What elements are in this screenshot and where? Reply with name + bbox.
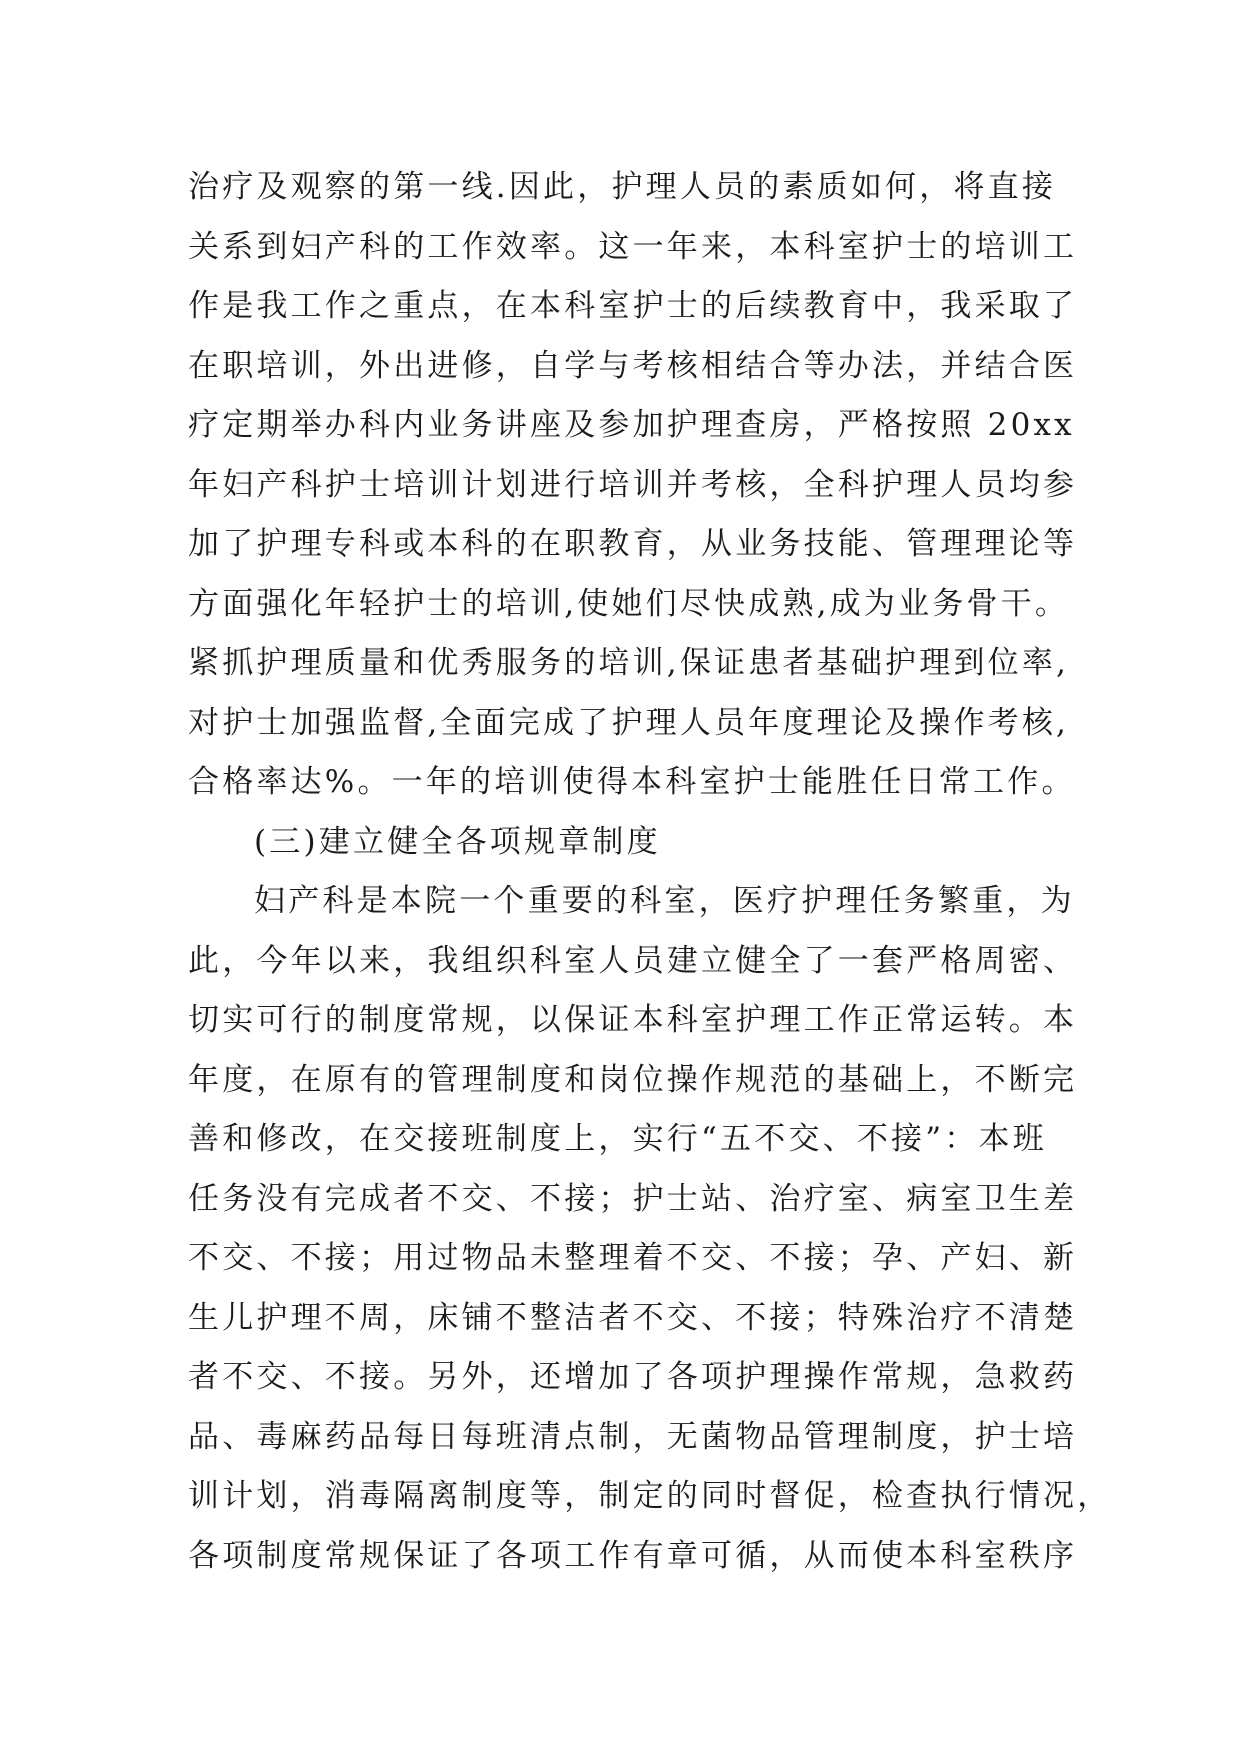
text-line: 在职培训，外出进修，自学与考核相结合等办法，并结合医 (188, 347, 1078, 384)
body-text (188, 158, 1112, 1586)
text-line: 任务没有完成者不交、不接；护士站、治疗室、病室卫生差 (188, 1180, 1078, 1217)
section-heading: (三)建立健全各项规章制度 (254, 823, 661, 860)
text-line: 方面强化年轻护士的培训,使她们尽快成熟,成为业务骨干。 (188, 585, 1070, 622)
text-line: 紧抓护理质量和优秀服务的培训,保证患者基础护理到位率, (188, 645, 1070, 681)
text-line: 治疗及观察的第一线.因此，护理人员的素质如何，将直接 (188, 169, 1057, 205)
text-line: 对护士加强监督,全面完成了护理人员年度理论及操作考核, (188, 704, 1070, 741)
text-line: 者不交、不接。另外，还增加了各项护理操作常规，急救药 (188, 1359, 1078, 1395)
text-line: 关系到妇产科的工作效率。这一年来，本科室护士的培训工 (188, 228, 1078, 265)
text-line: 不交、不接；用过物品未整理着不交、不接；孕、产妇、新 (188, 1240, 1078, 1276)
text-line: 生儿护理不周，床铺不整洁者不交、不接；特殊治疗不清楚 (188, 1299, 1078, 1336)
text-line: 善和修改，在交接班制度上，实行“五不交、不接”：本班 (188, 1121, 1047, 1157)
text-line: 合格率达%。一年的培训使得本科室护士能胜任日常工作。 (188, 764, 1076, 800)
text-line: 品、毒麻药品每日每班清点制，无菌物品管理制度，护士培 (188, 1418, 1078, 1455)
text-line: 年妇产科护士培训计划进行培训并考核，全科护理人员均参 (188, 466, 1078, 503)
text-line: 切实可行的制度常规，以保证本科室护理工作正常运转。本 (188, 1002, 1078, 1038)
paragraph-first-line: 妇产科是本院一个重要的科室，医疗护理任务繁重，为 (254, 883, 1075, 919)
text-line: 训计划，消毒隔离制度等，制定的同时督促，检查执行情况， (188, 1478, 1112, 1514)
text-line: 此，今年以来，我组织科室人员建立健全了一套严格周密、 (188, 942, 1078, 979)
text-line: 加了护理专科或本科的在职教育，从业务技能、管理理论等 (188, 526, 1078, 562)
text-line: 作是我工作之重点，在本科室护士的后续教育中，我采取了 (188, 288, 1078, 324)
text-line: 年度，在原有的管理制度和岗位操作规范的基础上，不断完 (188, 1061, 1078, 1098)
text-line: 疗定期举办科内业务讲座及参加护理查房，严格按照 20xx (188, 407, 1075, 443)
text-line: 各项制度常规保证了各项工作有章可循，从而使本科室秩序 (188, 1537, 1078, 1574)
